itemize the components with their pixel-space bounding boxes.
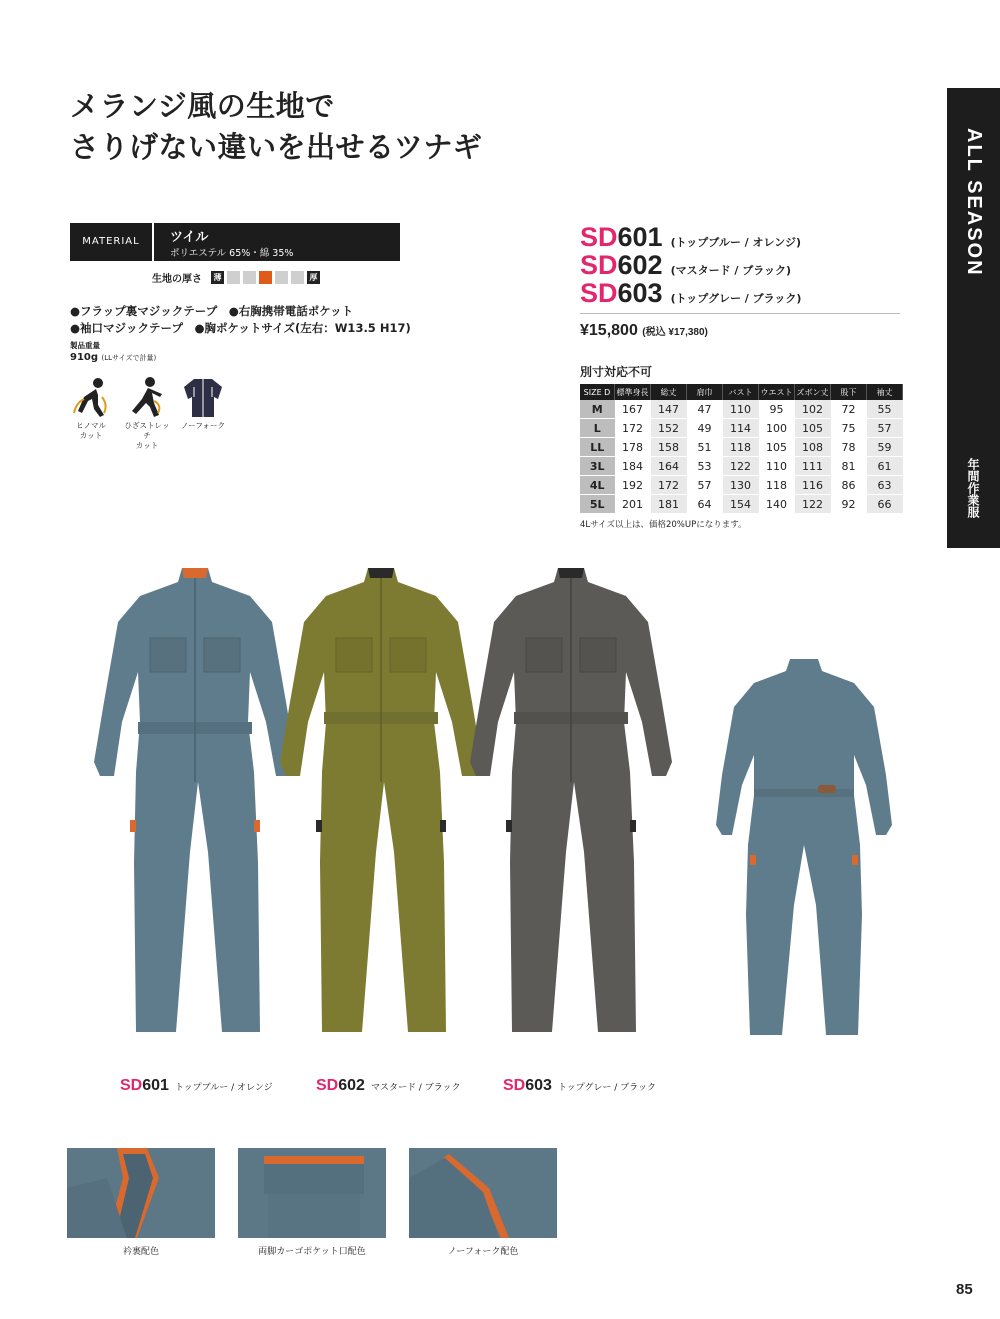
size-header-cell: ウエスト (759, 384, 795, 400)
size-value-cell: 59 (867, 438, 903, 457)
size-value-cell: 122 (795, 495, 831, 514)
sd601-back-photo (714, 655, 894, 1055)
knee-stretch-cut-icon (124, 377, 170, 419)
feature-list (70, 303, 411, 337)
size-value-cell: 55 (867, 400, 903, 419)
size-value-cell: 118 (723, 438, 759, 457)
size-header-cell: ズボン丈 (795, 384, 831, 400)
size-table-row (580, 457, 903, 476)
thickness-thin-label: 薄 (211, 271, 224, 284)
no-fork-icon (180, 377, 226, 419)
no-fork-detail-photo (409, 1148, 557, 1238)
size-label-cell: L (580, 419, 615, 438)
product-codes (580, 222, 801, 306)
size-value-cell: 147 (651, 400, 687, 419)
thickness-cell (291, 271, 304, 284)
size-value-cell: 158 (651, 438, 687, 457)
size-table-row (580, 495, 903, 514)
caption-number: 603 (525, 1077, 552, 1094)
product-code-line (580, 250, 801, 278)
code-number: 601 (617, 222, 663, 252)
size-value-cell: 172 (651, 476, 687, 495)
divider (580, 313, 900, 314)
code-colors: (トップブルー / オレンジ) (670, 236, 801, 249)
feature-line: ●フラップ裏マジックテープ ●右胸携帯電話ポケット (70, 304, 354, 318)
size-value-cell: 154 (723, 495, 759, 514)
product-code-line (580, 222, 801, 250)
size-value-cell: 86 (831, 476, 867, 495)
feature-line: ●袖口マジックテープ ●胸ポケットサイズ(左右：W13.5 H17) (70, 321, 411, 335)
season-label: ALL SEASON (963, 128, 985, 277)
weight-note: (LLサイズで計量) (101, 354, 157, 362)
size-value-cell: 110 (723, 400, 759, 419)
size-value-cell: 57 (867, 419, 903, 438)
size-value-cell: 164 (651, 457, 687, 476)
hinomaru-cut-item (66, 377, 116, 451)
detail-caption: 両脚カーゴポケット口配色 (258, 1247, 366, 1257)
size-table-row (580, 476, 903, 495)
size-value-cell: 130 (723, 476, 759, 495)
detail-caption: 衿裏配色 (122, 1247, 159, 1257)
hinomaru-cut-label: ヒノマル カット (76, 421, 106, 440)
headline-line-2: さりげない違いを出せるツナギ (70, 130, 483, 164)
size-table (580, 384, 903, 514)
code-colors: (トップグレー / ブラック) (670, 292, 802, 305)
code-prefix: SD (580, 250, 618, 280)
size-value-cell: 105 (759, 438, 795, 457)
size-header-cell: 肩巾 (687, 384, 723, 400)
size-note: 4Lサイズ以上は、価格20%UPになります。 (580, 520, 747, 530)
sd603-caption (503, 1077, 656, 1095)
size-value-cell: 111 (795, 457, 831, 476)
code-prefix: SD (580, 222, 618, 252)
size-value-cell: 181 (651, 495, 687, 514)
size-value-cell: 53 (687, 457, 723, 476)
feature-icons (66, 377, 228, 451)
size-value-cell: 122 (723, 457, 759, 476)
size-value-cell: 61 (867, 457, 903, 476)
caption-colors: トップブルー / オレンジ (174, 1083, 273, 1093)
caption-prefix: SD (316, 1077, 339, 1094)
sd601-caption (120, 1077, 273, 1095)
thickness-cell-active (259, 271, 272, 284)
size-header-cell: 股下 (831, 384, 867, 400)
size-value-cell: 201 (615, 495, 651, 514)
thickness-thick-label: 厚 (307, 271, 320, 284)
no-fork-item (178, 377, 228, 451)
size-value-cell: 102 (795, 400, 831, 419)
knee-stretch-cut-item (122, 377, 172, 451)
size-value-cell: 78 (831, 438, 867, 457)
sd602-caption (316, 1077, 461, 1095)
material-composition: ポリエステル 65%・綿 35% (170, 248, 294, 259)
size-value-cell: 167 (615, 400, 651, 419)
sd603-front-photo (466, 562, 676, 1062)
size-value-cell: 75 (831, 419, 867, 438)
size-value-cell: 66 (867, 495, 903, 514)
size-value-cell: 105 (795, 419, 831, 438)
price-tax: (税込 ¥17,380) (642, 327, 708, 338)
size-value-cell: 192 (615, 476, 651, 495)
sd602-front-photo (276, 562, 486, 1062)
thickness-cell (275, 271, 288, 284)
size-value-cell: 49 (687, 419, 723, 438)
caption-number: 602 (338, 1077, 365, 1094)
cargo-pocket-detail-photo (238, 1148, 386, 1238)
product-code-line (580, 278, 801, 306)
size-value-cell: 118 (759, 476, 795, 495)
size-value-cell: 72 (831, 400, 867, 419)
material-box (70, 223, 400, 261)
size-value-cell: 184 (615, 457, 651, 476)
size-label-cell: 3L (580, 457, 615, 476)
weight-value: 910g (70, 352, 99, 363)
size-header-cell: 総丈 (651, 384, 687, 400)
knee-stretch-cut-label: ひざストレッチ カット (124, 421, 170, 450)
size-value-cell: 64 (687, 495, 723, 514)
size-table-row (580, 400, 903, 419)
size-value-cell: 63 (867, 476, 903, 495)
size-value-cell: 116 (795, 476, 831, 495)
size-value-cell: 51 (687, 438, 723, 457)
size-value-cell: 47 (687, 400, 723, 419)
size-value-cell: 100 (759, 419, 795, 438)
size-header-cell: SIZE D (580, 384, 615, 400)
size-table-header (580, 384, 903, 400)
size-value-cell: 108 (795, 438, 831, 457)
no-fork-label: ノーフォーク (180, 421, 226, 430)
caption-colors: マスタード / ブラック (370, 1083, 461, 1093)
size-value-cell: 92 (831, 495, 867, 514)
price (580, 322, 708, 340)
caption-number: 601 (142, 1077, 169, 1094)
tailor-note: 別寸対応不可 (580, 365, 653, 379)
sd601-front-photo (90, 562, 300, 1062)
fabric-thickness-scale (152, 270, 320, 285)
detail-caption: ノーフォーク配色 (447, 1247, 519, 1257)
page-number: 85 (956, 1281, 973, 1298)
size-value-cell: 57 (687, 476, 723, 495)
code-colors: (マスタード / ブラック) (670, 264, 792, 277)
caption-prefix: SD (503, 1077, 526, 1094)
size-header-cell: 標準身長 (615, 384, 651, 400)
material-name: ツイル (170, 230, 209, 245)
size-table-row (580, 419, 903, 438)
weight-label: 製品重量 (70, 341, 100, 350)
collar-detail-photo (67, 1148, 215, 1238)
size-value-cell: 172 (615, 419, 651, 438)
thickness-cell (243, 271, 256, 284)
size-value-cell: 81 (831, 457, 867, 476)
material-label: MATERIAL (70, 223, 154, 261)
category-label: 年間作業服 (966, 458, 980, 518)
code-prefix: SD (580, 278, 618, 308)
size-value-cell: 114 (723, 419, 759, 438)
size-value-cell: 95 (759, 400, 795, 419)
size-header-cell: バスト (723, 384, 759, 400)
hinomaru-cut-icon (68, 377, 114, 419)
size-table-row (580, 438, 903, 457)
code-number: 602 (617, 250, 663, 280)
size-value-cell: 140 (759, 495, 795, 514)
thickness-label: 生地の厚さ (152, 274, 202, 285)
size-label-cell: LL (580, 438, 615, 457)
size-value-cell: 152 (651, 419, 687, 438)
caption-colors: トップグレー / ブラック (557, 1083, 656, 1093)
headline-line-1: メランジ風の生地で (70, 89, 335, 123)
caption-prefix: SD (120, 1077, 143, 1094)
page-headline (70, 86, 482, 168)
price-main: ¥15,800 (580, 322, 638, 339)
size-value-cell: 110 (759, 457, 795, 476)
code-number: 603 (617, 278, 663, 308)
size-label-cell: M (580, 400, 615, 419)
size-label-cell: 5L (580, 495, 615, 514)
thickness-cell (227, 271, 240, 284)
size-header-cell: 袖丈 (867, 384, 903, 400)
product-weight (70, 352, 156, 363)
size-label-cell: 4L (580, 476, 615, 495)
season-side-tab (947, 88, 1000, 548)
size-value-cell: 178 (615, 438, 651, 457)
